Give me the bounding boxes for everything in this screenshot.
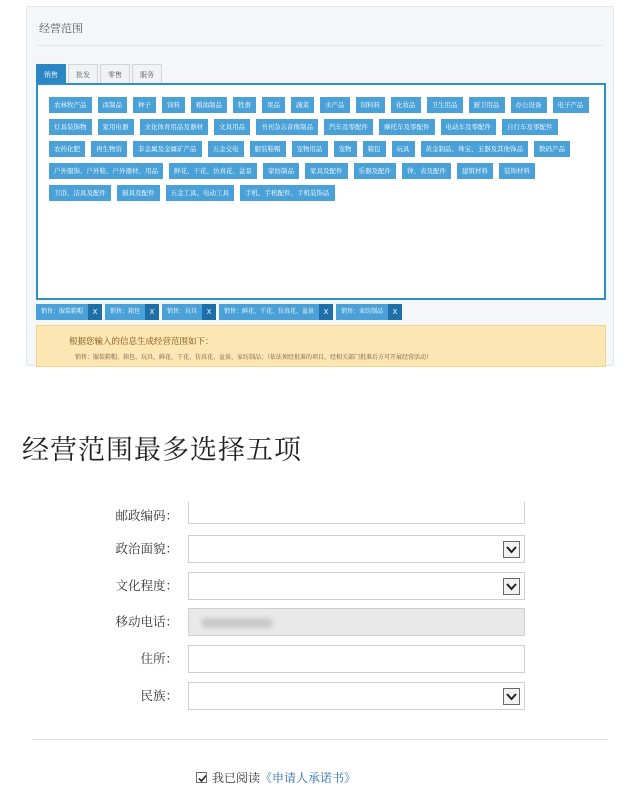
category-tag[interactable]: 农药化肥 bbox=[49, 141, 85, 157]
agreement-checkbox[interactable] bbox=[196, 772, 207, 783]
category-tag[interactable]: 电子产品 bbox=[553, 97, 589, 113]
category-tag[interactable]: 办公设备 bbox=[511, 97, 547, 113]
postal-code-row bbox=[0, 502, 640, 530]
mobile-field bbox=[188, 608, 525, 636]
mobile-row bbox=[0, 608, 640, 636]
selected-scope-label: 销售：鲜花、干花、仿真花、盆景 bbox=[219, 304, 319, 320]
category-tag[interactable]: 果品 bbox=[262, 97, 285, 113]
mobile-label: 移动电话： bbox=[115, 614, 178, 629]
remove-icon[interactable]: X bbox=[202, 304, 216, 320]
remove-icon[interactable]: X bbox=[319, 304, 333, 320]
category-box bbox=[36, 83, 606, 300]
category-tag[interactable]: 家具及配件 bbox=[305, 163, 348, 179]
category-tag[interactable]: 再生物资 bbox=[91, 141, 127, 157]
category-tag[interactable]: 宠物 bbox=[334, 141, 357, 157]
category-tag[interactable]: 卤制品 bbox=[98, 97, 128, 113]
category-tag[interactable]: 玩具 bbox=[392, 141, 415, 157]
selected-scope-label: 销售：服装鞋帽 bbox=[36, 304, 88, 320]
category-tag[interactable]: 文具用品 bbox=[214, 119, 250, 135]
category-tag[interactable]: 蔬菜 bbox=[291, 97, 314, 113]
category-tag[interactable]: 黄金制品、珠宝、玉器及其他饰品 bbox=[421, 141, 529, 157]
form-divider bbox=[32, 739, 608, 740]
ethnicity-row bbox=[0, 682, 640, 710]
category-tag[interactable]: 宠物用品 bbox=[292, 141, 328, 157]
category-tag[interactable]: 自行车及零配件 bbox=[502, 119, 558, 135]
category-tag[interactable]: 汽车及零配件 bbox=[324, 119, 373, 135]
scope-tabs bbox=[36, 64, 164, 84]
selected-scope-list bbox=[36, 304, 402, 320]
category-tag[interactable]: 饲料料 bbox=[356, 97, 386, 113]
selected-scope-label: 销售：箱包 bbox=[105, 304, 145, 320]
tab-retail[interactable]: 零售 bbox=[100, 64, 130, 84]
selected-scope-chip bbox=[36, 304, 102, 320]
address-input[interactable] bbox=[188, 645, 525, 673]
ethnicity-select[interactable] bbox=[188, 682, 525, 710]
remove-icon[interactable]: X bbox=[88, 304, 102, 320]
chevron-down-icon[interactable] bbox=[503, 688, 520, 705]
category-tag[interactable]: 钟、表及配件 bbox=[402, 163, 451, 179]
category-tag[interactable]: 鲜花、干花、仿真花、盆景 bbox=[169, 163, 257, 179]
tab-sales[interactable]: 销售 bbox=[36, 64, 66, 84]
business-scope-panel bbox=[26, 6, 614, 366]
political-status-row bbox=[0, 535, 640, 563]
education-label: 文化程度： bbox=[115, 578, 178, 593]
category-tag[interactable]: 农林牧产品 bbox=[49, 97, 92, 113]
category-tag[interactable]: 化妆品 bbox=[391, 97, 421, 113]
category-tag[interactable]: 厨具及配件 bbox=[117, 185, 160, 201]
generated-scope-notice bbox=[36, 325, 606, 367]
category-tag[interactable]: 箱包 bbox=[363, 141, 386, 157]
category-tag[interactable]: 五金工具、电动工具 bbox=[166, 185, 235, 201]
category-tag[interactable]: 五金交电 bbox=[208, 141, 244, 157]
address-label: 住所： bbox=[140, 651, 178, 666]
category-tag[interactable]: 种子 bbox=[133, 97, 156, 113]
category-grid bbox=[49, 97, 594, 201]
category-tag[interactable]: 文化体育用品及器材 bbox=[140, 119, 209, 135]
category-tag[interactable]: 户外服饰、户外鞋、户外器材、用品 bbox=[49, 163, 163, 179]
selected-scope-chip bbox=[219, 304, 333, 320]
category-tag[interactable]: 服装鞋帽 bbox=[250, 141, 286, 157]
agreement-link[interactable]: 《申请人承诺书》 bbox=[260, 771, 357, 785]
category-tag[interactable]: 建筑材料 bbox=[457, 163, 493, 179]
selected-scope-label: 销售：家纺制品 bbox=[336, 304, 388, 320]
category-tag[interactable]: 厨卫用品 bbox=[469, 97, 505, 113]
category-tag[interactable]: 书刊杂志音像制品 bbox=[256, 119, 318, 135]
category-tag[interactable]: 水产品 bbox=[320, 97, 350, 113]
category-tag[interactable]: 牲畜 bbox=[233, 97, 256, 113]
chevron-down-icon[interactable] bbox=[503, 541, 520, 558]
tab-service[interactable]: 服务 bbox=[132, 64, 162, 84]
political-status-label: 政治面貌： bbox=[115, 541, 178, 556]
page-heading: 经营范围最多选择五项 bbox=[22, 435, 302, 466]
ethnicity-label: 民族： bbox=[140, 688, 178, 703]
notice-text: 销售：服装鞋帽、箱包、玩具、鲜花、干花、仿真花、盆景、家纺制品；（依法须经批准的项目，经相关部门批准后方可开展经营活动） bbox=[75, 354, 433, 361]
category-tag[interactable]: 粮油制品 bbox=[191, 97, 227, 113]
notice-title: 根据您输入的信息生成经营范围如下： bbox=[69, 337, 214, 347]
remove-icon[interactable]: X bbox=[388, 304, 402, 320]
postal-code-input[interactable] bbox=[188, 502, 525, 524]
agreement-row bbox=[196, 769, 356, 786]
selected-scope-chip bbox=[105, 304, 159, 320]
category-tag[interactable]: 灯具装饰物 bbox=[49, 119, 92, 135]
selected-scope-chip bbox=[336, 304, 402, 320]
address-row bbox=[0, 645, 640, 673]
education-row bbox=[0, 572, 640, 600]
category-tag[interactable]: 手机、手机配件、手机装饰品 bbox=[240, 185, 335, 201]
category-tag[interactable]: 卫生用品 bbox=[427, 97, 463, 113]
tab-wholesale[interactable]: 批发 bbox=[68, 64, 98, 84]
category-tag[interactable]: 数码产品 bbox=[534, 141, 570, 157]
category-tag[interactable]: 非金属及金属矿产品 bbox=[133, 141, 202, 157]
category-tag[interactable]: 乐器及配件 bbox=[354, 163, 397, 179]
agreement-prefix: 我已阅读 bbox=[212, 771, 261, 785]
check-icon bbox=[197, 773, 208, 784]
selected-scope-chip bbox=[162, 304, 216, 320]
chevron-down-icon[interactable] bbox=[503, 578, 520, 595]
category-tag[interactable]: 家用电器 bbox=[98, 119, 134, 135]
political-status-select[interactable] bbox=[188, 535, 525, 563]
category-tag[interactable]: 卫浴、洁具及配件 bbox=[49, 185, 111, 201]
panel-title: 经营范围 bbox=[39, 22, 83, 35]
selected-scope-label: 销售：玩具 bbox=[162, 304, 202, 320]
redacted-value bbox=[201, 618, 273, 628]
category-tag[interactable]: 饲料 bbox=[162, 97, 185, 113]
category-tag[interactable]: 装饰材料 bbox=[499, 163, 535, 179]
education-select[interactable] bbox=[188, 572, 525, 600]
panel-divider bbox=[37, 45, 603, 46]
remove-icon[interactable]: X bbox=[145, 304, 159, 320]
category-tag[interactable]: 电动车及零配件 bbox=[441, 119, 497, 135]
postal-code-label: 邮政编码： bbox=[115, 508, 178, 523]
category-tag[interactable]: 摩托车及零配件 bbox=[379, 119, 435, 135]
category-tag[interactable]: 家纺制品 bbox=[263, 163, 299, 179]
